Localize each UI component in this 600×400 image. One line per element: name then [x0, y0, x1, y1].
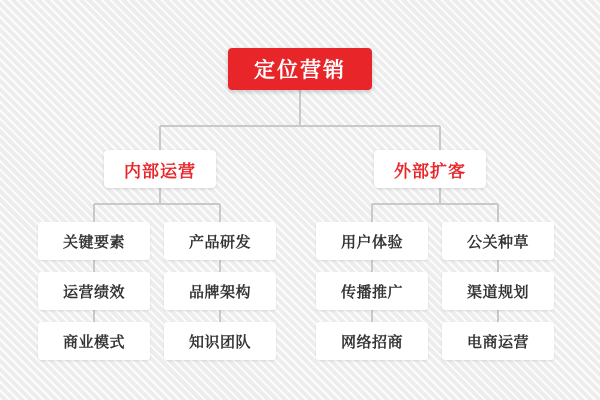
- leaf-node[interactable]: [442, 272, 554, 310]
- root-node[interactable]: [228, 48, 372, 90]
- leaf-node-label: 商业模式: [62, 333, 125, 351]
- leaf-node-label: 知识团队: [188, 333, 251, 351]
- branch-node-external-expansion[interactable]: [374, 150, 486, 188]
- root-node-label: 定位营销: [254, 59, 346, 82]
- leaf-node-label: 公关种草: [466, 233, 529, 251]
- branch-node-internal-operations[interactable]: [104, 150, 216, 188]
- leaf-node-label: 产品研发: [188, 233, 251, 251]
- leaf-node[interactable]: [316, 322, 428, 360]
- leaf-node[interactable]: [442, 322, 554, 360]
- leaf-node[interactable]: [164, 322, 276, 360]
- leaf-node[interactable]: [38, 222, 150, 260]
- leaf-node-label: 渠道规划: [466, 283, 529, 301]
- leaf-node[interactable]: [442, 222, 554, 260]
- leaf-node-label: 电商运营: [466, 333, 529, 351]
- leaf-node[interactable]: [164, 222, 276, 260]
- leaf-node-label: 传播推广: [340, 283, 403, 301]
- leaf-node-label: 关键要素: [62, 233, 125, 251]
- leaf-node-label: 用户体验: [340, 233, 403, 251]
- leaf-node[interactable]: [316, 222, 428, 260]
- leaf-node[interactable]: [316, 272, 428, 310]
- branch-node-label: 内部运营: [124, 161, 196, 181]
- leaf-node[interactable]: [38, 322, 150, 360]
- leaf-node-label: 品牌架构: [188, 283, 251, 301]
- leaf-node-label: 运营绩效: [62, 283, 125, 301]
- leaf-node-label: 网络招商: [340, 333, 403, 351]
- leaf-node[interactable]: [38, 272, 150, 310]
- branch-node-label: 外部扩客: [394, 161, 466, 181]
- leaf-node[interactable]: [164, 272, 276, 310]
